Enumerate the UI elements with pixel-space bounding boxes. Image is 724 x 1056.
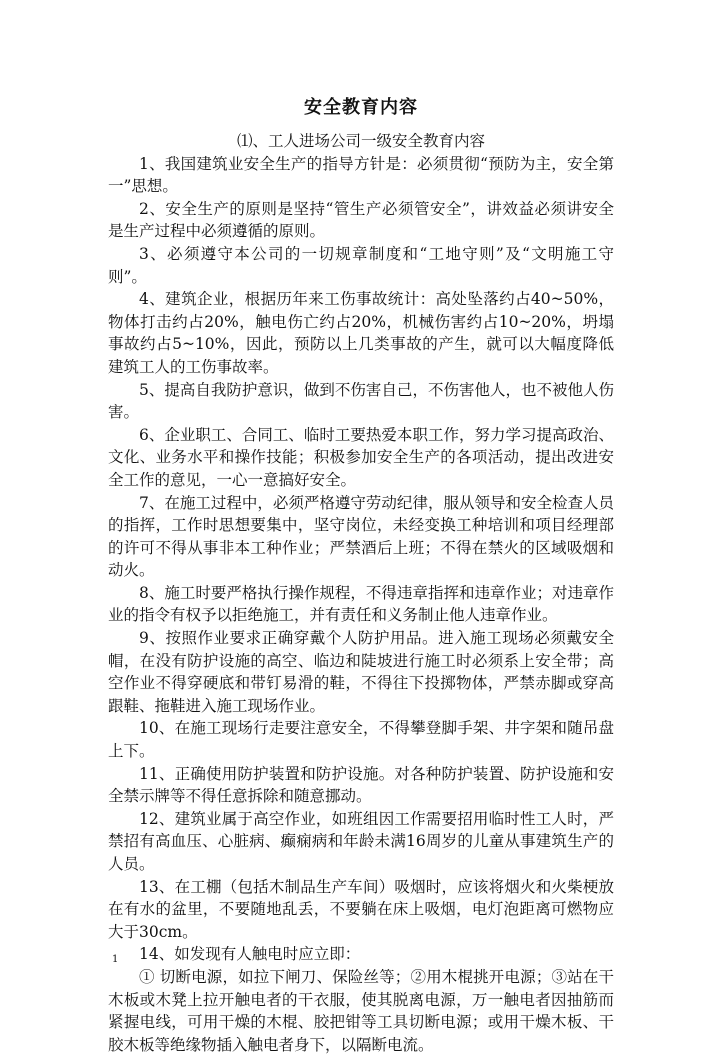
- section-subtitle: ⑴、工人进场公司一级安全教育内容: [236, 132, 485, 150]
- paragraph-11: 11、正确使用防护装置和防护设施。对各种防护装置、防护设施和安全禁示牌等不得任意拆除和随意挪动。: [108, 764, 614, 806]
- paragraph-3: 3、必须遵守本公司的一切规章制度和“工地守则”及“文明施工守则”。: [108, 244, 614, 286]
- paragraph-1: 1、我国建筑业安全生产的指导方针是：必须贯彻“预防为主，安全第一”思想。: [108, 154, 614, 196]
- paragraph-2: 2、安全生产的原则是坚持“管生产必须管安全”，讲效益必须讲安全是生产过程中必须遵循的原则。: [108, 199, 614, 241]
- paragraph-5: 5、提高自我防护意识，做到不伤害自己，不伤害他人，也不被他人伤害。: [108, 380, 614, 422]
- paragraph-14-steps: ① 切断电源，如拉下闸刀、保险丝等；②用木棍挑开电源；③站在干木板或木凳上拉开触电者的干衣服，使其脱离电源，万一触电者因抽筋而紧握电线，可用干燥的木棍、胶把钳等工具切断电源；或用干燥木板、干胶木板等绝缘物插入触电者身下，以隔断电流。: [108, 967, 614, 1054]
- page-number: 1: [112, 954, 119, 965]
- paragraph-13: 13、在工棚（包括木制品生产车间）吸烟时，应该将烟火和火柴梗放在有水的盆里，不要随地乱丢，不要躺在床上吸烟，电灯泡距离可燃物应大于30cm。: [108, 877, 614, 941]
- paragraph-6: 6、企业职工、合同工、临时工要热爱本职工作，努力学习提高政治、文化、业务水平和操作技能；积极参加安全生产的各项活动，提出改进安全工作的意见，一心一意搞好安全。: [108, 425, 614, 489]
- paragraph-12: 12、建筑业属于高空作业，如班组因工作需要招用临时性工人时，严禁招有高血压、心脏病、癫痫病和年龄未满16周岁的儿童从事建筑生产的人员。: [108, 809, 614, 873]
- paragraph-8: 8、施工时要严格执行操作规程，不得违章指挥和违章作业；对违章作业的指令有权予以拒绝施工，并有责任和义务制止他人违章作业。: [108, 583, 614, 625]
- paragraph-14: 14、如发现有人触电时应立即：: [139, 945, 361, 964]
- paragraph-4: 4、建筑企业，根据历年来工伤事故统计：高处坠落约占40~50%，物体打击约占20%，触电伤亡约占20%，机械伤害约占10~20%，坍塌事故约占5~10%，因此，预防以上几类事故的产生，就可以大幅度降低建筑工人的工伤事故率。: [108, 290, 614, 376]
- document-page: [108, 96, 614, 1056]
- paragraph-10: 10、在施工现场行走要注意安全，不得攀登脚手架、井字架和随吊盘上下。: [108, 719, 614, 761]
- paragraph-9: 9、按照作业要求正确穿戴个人防护用品。进入施工现场必须戴安全帽，在没有防护设施的高空、临边和陡坡进行施工时必须系上安全带；高空作业不得穿硬底和带钉易滑的鞋，不得往下投掷物体，严禁赤脚或穿高跟鞋、拖鞋进入施工现场作业。: [108, 629, 614, 715]
- document-title: 安全教育内容: [304, 97, 418, 118]
- paragraph-7: 7、在施工过程中，必须严格遵守劳动纪律，服从领导和安全检查人员的指挥，工作时思想要集中，坚守岗位，未经变换工种培训和项目经理部的许可不得从事非本工种作业；严禁酒后上班；不得在禁火的区域吸烟和动火。: [108, 493, 614, 580]
